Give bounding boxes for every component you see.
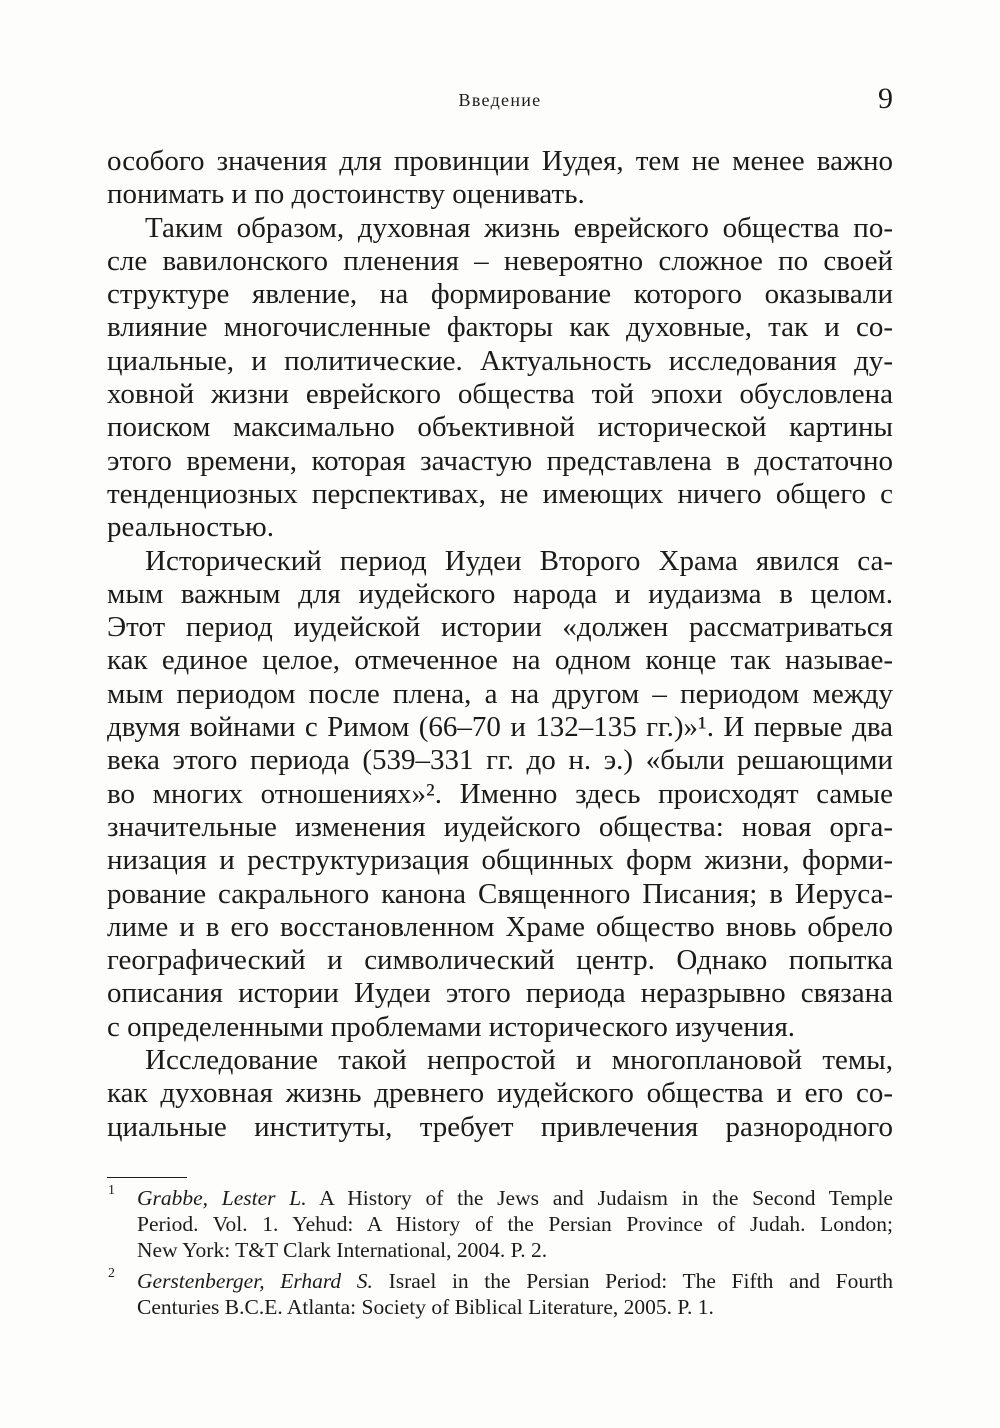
footnote-line: Centuries B.C.E. Atlanta: Society of Biblical Literature, 2005. P. 1. bbox=[137, 1295, 714, 1319]
footnote-line bbox=[137, 1185, 893, 1211]
body-line: реальностью. bbox=[107, 511, 274, 544]
body-line: циальные, и политические. Актуальность исследования ду- bbox=[107, 344, 893, 377]
body-line: понимать и по достоинству оценивать. bbox=[107, 178, 585, 211]
footnote-line: New York: T&T Clark International, 2004. P. 2. bbox=[137, 1238, 548, 1262]
footnote-text: A History of the Jews and Judaism in the Second Temple bbox=[319, 1186, 893, 1210]
body-line: этого времени, которая зачастую представлена в достаточно bbox=[107, 444, 893, 477]
body-line: лиме и в его восстановленном Храме общество вновь обрело bbox=[107, 910, 893, 943]
footnote-number: 1 bbox=[108, 1183, 115, 1198]
body-line: Исследование такой непростой и многоплановой темы, bbox=[145, 1044, 893, 1077]
body-line: мым важным для иудейского народа и иудаизма в целом. bbox=[107, 577, 893, 610]
page-number: 9 bbox=[878, 82, 893, 115]
body-line: географический и символический центр. Однако попытка bbox=[107, 944, 893, 977]
body-line: мым периодом после плена, а на другом – периодом между bbox=[107, 677, 893, 710]
body-line: рование сакрального канона Священного Писания; в Иеруса- bbox=[107, 877, 893, 910]
footnote-separator bbox=[107, 1177, 187, 1178]
body-line: Таким образом, духовная жизнь еврейского общества по- bbox=[145, 211, 893, 244]
footnote bbox=[107, 1268, 893, 1320]
body-line: значительные изменения иудейского общества: новая орга- bbox=[107, 810, 893, 843]
body-line: Исторический период Иудеи Второго Храма явился са- bbox=[145, 544, 893, 577]
body-line: описания истории Иудеи этого периода неразрывно связана bbox=[107, 977, 893, 1010]
footnote-author: Grabbe, Lester L. bbox=[137, 1186, 307, 1210]
body-text bbox=[107, 145, 893, 1144]
body-line: низация и реструктуризация общинных форм жизни, форми- bbox=[107, 844, 893, 877]
paragraph bbox=[107, 545, 893, 1044]
footnote-number: 2 bbox=[108, 1266, 115, 1281]
body-line: Этот период иудейской истории «должен рассматриваться bbox=[107, 611, 893, 644]
footnote-text: Israel in the Persian Period: The Fifth and Fourth bbox=[388, 1269, 894, 1293]
body-line: поиском максимально объективной исторической картины bbox=[107, 411, 893, 444]
footnote bbox=[107, 1185, 893, 1263]
body-line: как единое целое, отмеченное на одном конце так называе- bbox=[107, 644, 893, 677]
body-line: сле вавилонского пленения – невероятно сложное по своей bbox=[107, 244, 893, 277]
body-line: как духовная жизнь древнего иудейского общества и его со- bbox=[107, 1077, 893, 1110]
footnotes bbox=[107, 1185, 893, 1320]
footnote-line: Period. Vol. 1. Yehud: A History of the Persian Province of Judah. London; bbox=[137, 1212, 893, 1236]
paragraph bbox=[107, 1044, 893, 1144]
body-line: структуре явление, на формирование которого оказывали bbox=[107, 278, 893, 311]
body-line: циальные институты, требует привлечения разнородного bbox=[107, 1110, 893, 1143]
running-title: Введение bbox=[458, 90, 542, 110]
footnote-author: Gerstenberger, Erhard S. bbox=[137, 1269, 373, 1293]
footnote-line bbox=[137, 1268, 893, 1294]
paragraph bbox=[107, 145, 893, 212]
body-line: века этого периода (539–331 гг. до н. э.) «были решающими bbox=[107, 744, 893, 777]
body-line: влияние многочисленные факторы как духовные, так и со- bbox=[107, 311, 893, 344]
body-line: с определенными проблемами исторического изучения. bbox=[107, 1010, 796, 1043]
body-line: особого значения для провинции Иудея, тем не менее важно bbox=[107, 145, 893, 177]
body-line: во многих отношениях»². Именно здесь происходят самые bbox=[107, 777, 893, 810]
paragraph bbox=[107, 212, 893, 545]
body-line: ховной жизни еврейского общества той эпохи обусловлена bbox=[107, 378, 893, 411]
body-line: двумя войнами с Римом (66–70 и 132–135 гг.)»¹. И первые два bbox=[107, 711, 893, 744]
body-line: тенденциозных перспективах, не имеющих ничего общего с bbox=[107, 477, 893, 510]
